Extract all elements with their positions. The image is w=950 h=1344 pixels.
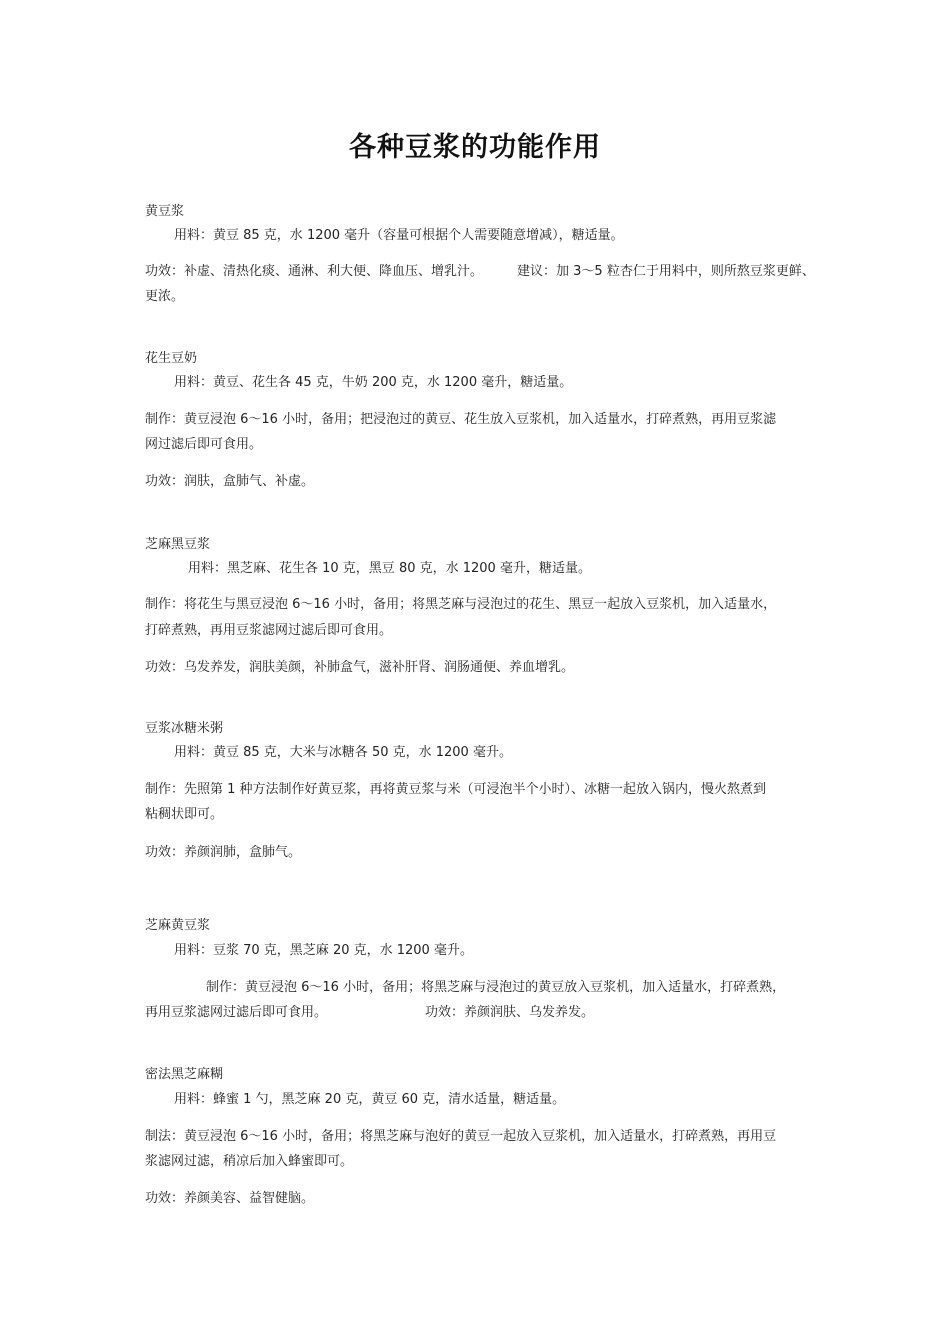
effect-line: 功效：养颜润肺，盒肺气。	[145, 845, 302, 860]
method-line: 打碎煮熟，再用豆浆滤网过滤后即可食用。	[145, 623, 393, 638]
effect-line: 功效：润肤，盒肺气、补虚。	[145, 474, 315, 489]
method-text: 再用豆浆滤网过滤后即可食用。	[145, 1005, 328, 1020]
section-heading: 密法黑芝麻糊	[145, 1067, 224, 1082]
ingredients-line: 用料：蜂蜜 1 勺，黑芝麻 20 克，黄豆 60 克，清水适量，糖适量。	[174, 1092, 566, 1107]
section-heading: 豆浆冰糖米粥	[145, 721, 224, 736]
page-title: 各种豆浆的功能作用	[349, 132, 601, 163]
ingredients-line: 用料：黄豆 85 克，水 1200 毫升（容量可根据个人需要随意增减），糖适量。	[174, 228, 624, 243]
method-line: 网过滤后即可食用。	[145, 437, 263, 452]
effect-line: 功效：养颜美容、益智健脑。	[145, 1191, 315, 1206]
method-line: 制作：先照第 1 种方法制作好黄豆浆，再将黄豆浆与米（可浸泡半个小时）、冰糖一起放入锅内，慢火熬煮到	[145, 782, 767, 797]
ingredients-line: 用料：黄豆、花生各 45 克，牛奶 200 克，水 1200 毫升，糖适量。	[174, 375, 573, 390]
section-heading: 芝麻黑豆浆	[145, 537, 211, 552]
effect-text: 功效：补虚、清热化痰、通淋、利大便、降血压、增乳汁。	[145, 264, 484, 279]
method-line	[145, 1000, 817, 1026]
method-line: 制作：黄豆浸泡 6～16 小时，备用；把浸泡过的黄豆、花生放入豆浆机，加入适量水，打碎煮熟，再用豆浆滤	[145, 412, 777, 427]
ingredients-line: 用料：黄豆 85 克，大米与冰糖各 50 克，水 1200 毫升。	[174, 745, 512, 760]
suggestion-text: 建议：加 3～5 粒杏仁于用料中，则所熬豆浆更鲜、	[517, 264, 815, 279]
suggestion-line: 更浓。	[145, 289, 185, 304]
ingredients-line: 用料：豆浆 70 克，黑芝麻 20 克，水 1200 毫升。	[174, 943, 473, 958]
section-heading: 芝麻黄豆浆	[145, 918, 211, 933]
method-line: 制法：黄豆浸泡 6～16 小时，备用；将黑芝麻与泡好的黄豆一起放入豆浆机，加入适量水，打碎煮熟，再用豆	[145, 1129, 777, 1144]
section-heading: 花生豆奶	[145, 351, 198, 366]
method-line: 制作：将花生与黑豆浸泡 6～16 小时，备用；将黑芝麻与浸泡过的花生、黑豆一起放入豆浆机，加入适量水，	[145, 597, 777, 612]
method-line: 浆滤网过滤，稍凉后加入蜂蜜即可。	[145, 1154, 354, 1169]
effect-text: 功效：养颜润肤、乌发养发。	[425, 1005, 595, 1020]
ingredients-line: 用料：黑芝麻、花生各 10 克，黑豆 80 克，水 1200 毫升，糖适量。	[188, 561, 591, 576]
method-line: 制作：黄豆浸泡 6～16 小时，备用；将黑芝麻与浸泡过的黄豆放入豆浆机，加入适量水，打碎煮熟，	[206, 980, 786, 995]
effect-line	[145, 259, 817, 285]
method-line: 粘稠状即可。	[145, 807, 224, 822]
effect-line: 功效：乌发养发，润肤美颜，补肺盒气，滋补肝肾、润肠通便、养血增乳。	[145, 660, 575, 675]
section-heading: 黄豆浆	[145, 204, 185, 219]
